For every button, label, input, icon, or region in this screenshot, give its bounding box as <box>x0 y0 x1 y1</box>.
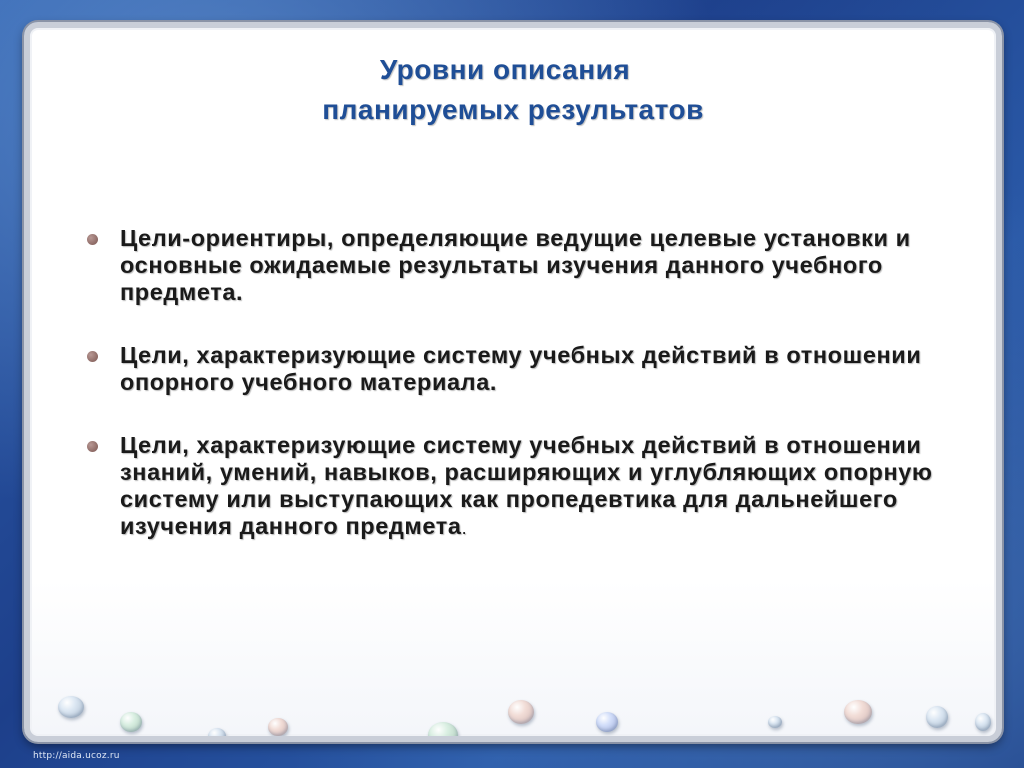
bullet-item-3 <box>85 432 945 542</box>
slide-title-line-2: планируемых результатов <box>322 94 704 125</box>
bullet-text-3: Цели, характеризующие систему учебных действий в отношении знаний, умений, навыков, расширяющих и углубляющих опорную систему или выступающих как пропедевтика для дальнейшего изучения данного предмета <box>120 432 933 539</box>
slide-title-line-1: Уровни описания <box>379 54 631 85</box>
slide-frame <box>24 22 1002 742</box>
bullet-text-1: Цели-ориентиры, определяющие ведущие целевые установки и основные ожидаемые результаты изучения данного учебного предмета. <box>120 225 911 305</box>
bullet-list <box>85 225 945 542</box>
water-drop-icon <box>268 718 288 736</box>
water-drop-icon <box>926 706 948 728</box>
water-drop-icon <box>768 716 782 728</box>
water-drop-icon <box>58 696 84 718</box>
bullet-text-3-trail: . <box>461 518 468 538</box>
footer-url: http://aida.ucoz.ru <box>33 751 120 761</box>
water-drop-icon <box>844 700 872 724</box>
water-drop-icon <box>596 712 618 732</box>
water-drop-icon <box>120 712 142 732</box>
bullet-dot-icon <box>87 441 98 452</box>
bullet-dot-icon <box>87 351 98 362</box>
bullet-dot-icon <box>87 234 98 245</box>
water-drop-icon <box>690 738 706 742</box>
bullet-item-2 <box>85 342 945 396</box>
water-drop-icon <box>208 728 226 742</box>
water-drop-icon <box>975 713 991 731</box>
bullet-item-1 <box>85 225 945 306</box>
slide-title <box>30 50 996 130</box>
water-drop-icon <box>428 722 458 742</box>
bullet-text-2: Цели, характеризующие систему учебных действий в отношении опорного учебного материала. <box>120 342 922 395</box>
water-drop-icon <box>508 700 534 724</box>
